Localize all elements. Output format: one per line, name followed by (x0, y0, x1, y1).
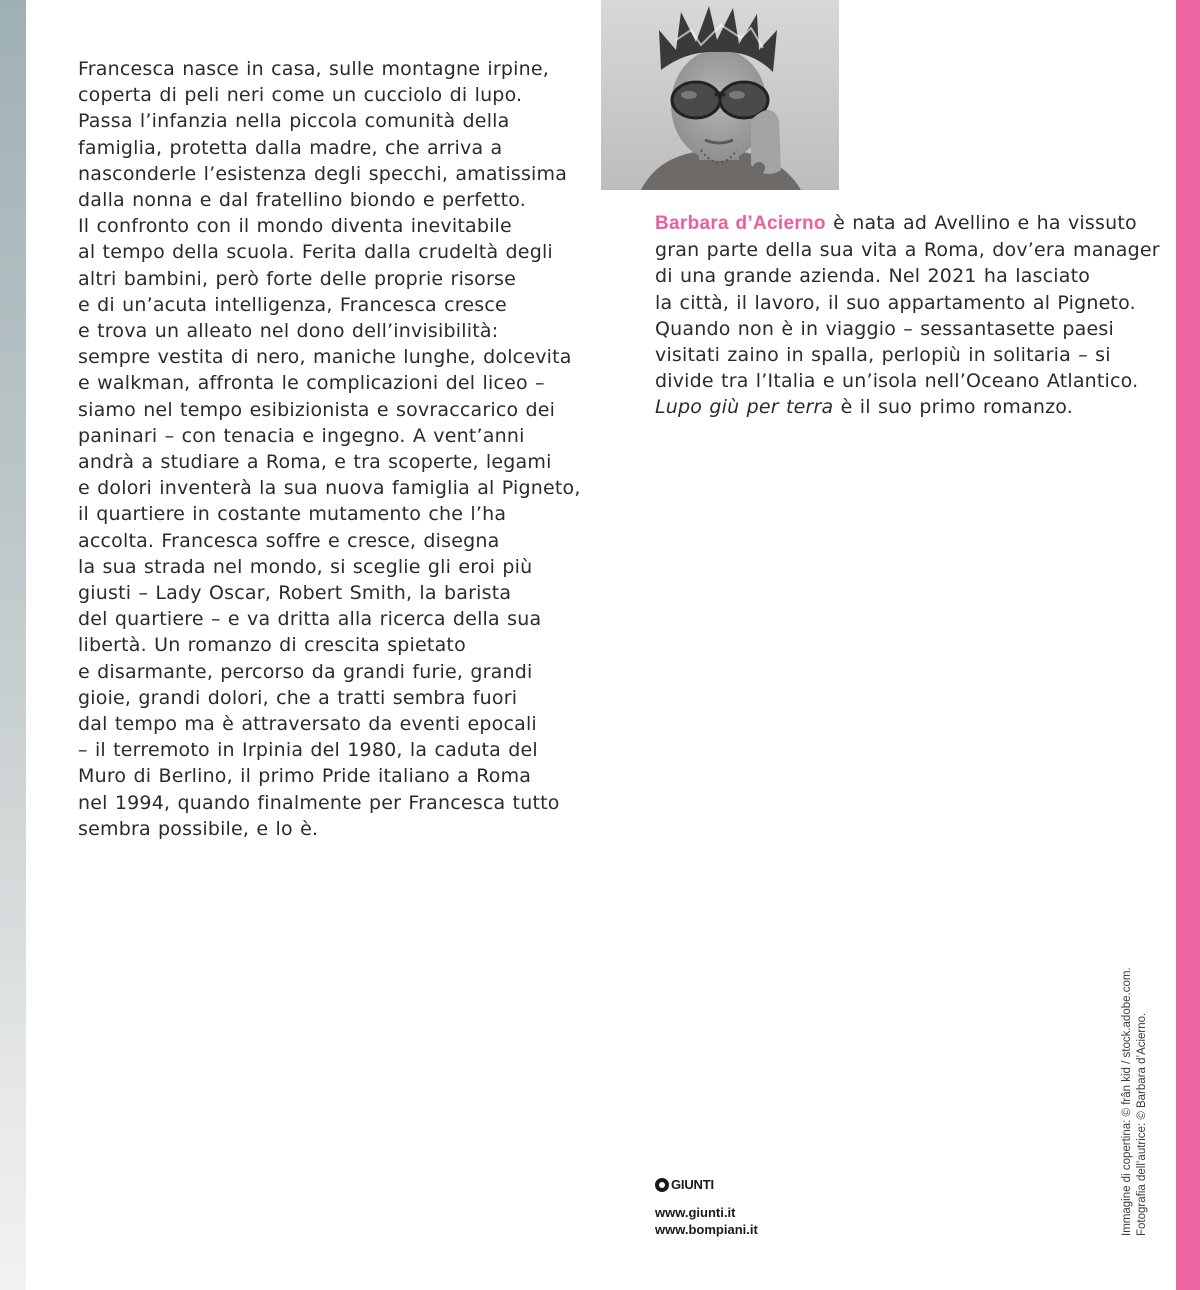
cover-image-credit: Immagine di copertina: © frân kid / stock.adobe.com. (1121, 967, 1133, 1236)
author-bio (655, 210, 1160, 421)
synopsis-line: siamo nel tempo esibizionista e sovraccarico dei (78, 398, 556, 421)
bio-line: è il suo primo romanzo. (833, 396, 1073, 419)
synopsis-line: e disarmante, percorso da grandi furie, grandi (78, 660, 533, 683)
synopsis-line: accolta. Francesca soffre e cresce, disegna (78, 529, 500, 552)
synopsis-line: nel 1994, quando finalmente per Francesca tutto (78, 791, 560, 814)
synopsis-line: sempre vestita di nero, maniche lunghe, dolcevita (78, 346, 572, 369)
giunti-logo (655, 1177, 758, 1192)
bio-first-line (655, 210, 1155, 237)
synopsis-line: il quartiere in costante mutamento che l’ha (78, 503, 507, 526)
synopsis-line: Francesca nasce in casa, sulle montagne irpine, (78, 58, 549, 80)
synopsis-line: sembra possibile, e lo è. (78, 817, 319, 840)
website-giunti[interactable]: www.giunti.it (655, 1205, 736, 1220)
synopsis-line: gioie, grandi dolori, che a tratti sembra fuori (78, 686, 518, 709)
author-photo-credit: Fotografia dell’autrice: © Barbara d’Acierno. (1136, 1012, 1148, 1236)
synopsis-line: andrà a studiare a Roma, e tra scoperte, legami (78, 451, 552, 474)
bio-line: la città, il lavoro, il suo appartamento al Pigneto. (655, 291, 1136, 314)
author-photo (601, 0, 839, 190)
bio-line: è nata ad Avellino e ha vissuto (825, 212, 1137, 234)
author-name: Barbara d’Acierno (655, 213, 826, 234)
pink-spine-band (1176, 0, 1200, 1290)
bio-line: Quando non è in viaggio – sessantasette paesi (655, 317, 1114, 340)
synopsis-line: al tempo della scuola. Ferita dalla crudeltà degli (78, 241, 553, 264)
synopsis-line: – il terremoto in Irpinia del 1980, la caduta del (78, 739, 538, 762)
synopsis-line: dalla nonna e dal fratellino biondo e perfetto. (78, 189, 526, 212)
book-synopsis (78, 56, 581, 842)
synopsis-line: e di un’acuta intelligenza, Francesca cresce (78, 293, 507, 316)
synopsis-line: e walkman, affronta le complicazioni del liceo – (78, 372, 545, 395)
bio-line: visitati zaino in spalla, perlopiù in solitaria – si (655, 344, 1111, 367)
bio-line: divide tra l’Italia e un’isola nell’Oceano Atlantico. (655, 370, 1139, 393)
synopsis-line: nasconderle l’esistenza degli specchi, amatissima (78, 162, 568, 185)
bio-line: gran parte della sua vita a Roma, dov’era manager (655, 239, 1160, 262)
bio-line: di una grande azienda. Nel 2021 ha lasciato (655, 265, 1091, 288)
synopsis-line: dal tempo ma è attraversato da eventi epocali (78, 713, 537, 736)
cover-image-edge (0, 0, 26, 1290)
synopsis-line: del quartiere – e va dritta alla ricerca della sua (78, 608, 542, 631)
synopsis-line: Muro di Berlino, il primo Pride italiano a Roma (78, 765, 532, 788)
publisher-block (655, 1177, 758, 1238)
synopsis-line: famiglia, protetta dalla madre, che arriva a (78, 136, 503, 159)
synopsis-line: la sua strada nel mondo, si sceglie gli eroi più (78, 555, 533, 578)
synopsis-line: altri bambini, però forte delle proprie risorse (78, 267, 516, 290)
book-title: Lupo giù per terra (655, 396, 834, 419)
synopsis-line: giusti – Lady Oscar, Robert Smith, la barista (78, 582, 512, 605)
synopsis-line: paninari – con tenacia e ingegno. A vent’anni (78, 424, 525, 447)
giunti-logo-text: GIUNTI (671, 1177, 714, 1192)
synopsis-line: libertà. Un romanzo di crescita spietato (78, 634, 466, 657)
image-credits (1120, 967, 1150, 1236)
synopsis-line: Il confronto con il mondo diventa inevitabile (78, 215, 512, 238)
website-bompiani[interactable]: www.bompiani.it (655, 1222, 758, 1237)
bio-last-line (655, 394, 1155, 420)
giunti-logo-icon (655, 1178, 669, 1192)
synopsis-line: e trova un alleato nel dono dell’invisibilità: (78, 320, 499, 343)
synopsis-line: coperta di peli neri come un cucciolo di lupo. (78, 84, 523, 107)
synopsis-line: e dolori inventerà la sua nuova famiglia al Pigneto, (78, 477, 581, 500)
synopsis-line: Passa l’infanzia nella piccola comunità della (78, 110, 510, 133)
